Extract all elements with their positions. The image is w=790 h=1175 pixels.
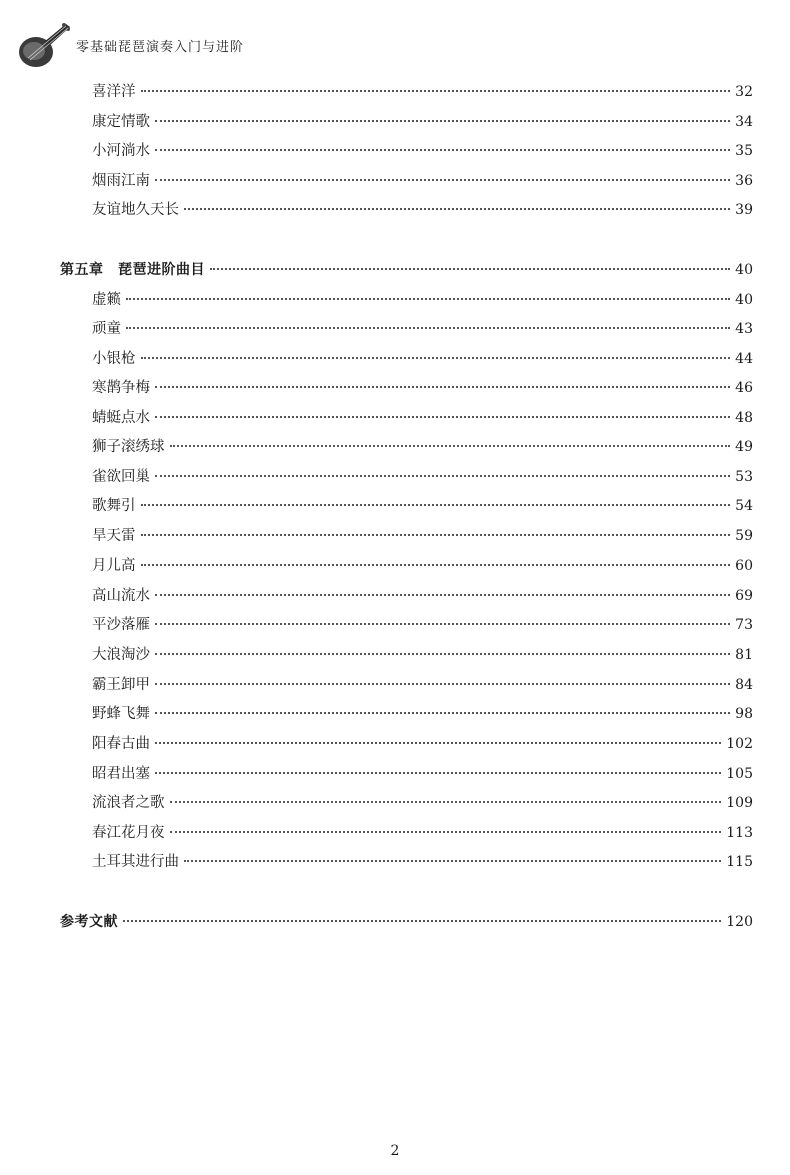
page-number: 2 <box>390 1143 400 1159</box>
dot-leader <box>155 683 730 685</box>
dot-leader <box>155 386 730 388</box>
dot-leader <box>155 712 730 714</box>
dot-leader <box>141 504 731 506</box>
toc-page-number: 40 <box>735 262 753 278</box>
dot-leader <box>155 179 730 181</box>
toc-title: 歌舞引 <box>92 498 136 514</box>
toc-entry-row[interactable] <box>92 319 753 339</box>
toc-entry-row[interactable] <box>92 852 753 872</box>
book-title: 零基础琵琶演奏入门与进阶 <box>76 40 245 55</box>
toc-page-number: 49 <box>735 439 753 455</box>
dot-leader <box>170 801 722 803</box>
toc-entry-row[interactable] <box>92 793 753 813</box>
dot-leader <box>155 653 730 655</box>
running-header <box>14 18 414 70</box>
dot-leader <box>155 772 721 774</box>
dot-leader <box>155 149 730 151</box>
toc-entry-row[interactable] <box>92 437 753 457</box>
dot-leader <box>126 298 730 300</box>
dot-leader <box>155 416 730 418</box>
toc-entry-row[interactable] <box>92 704 753 724</box>
dot-leader <box>141 357 731 359</box>
dot-leader <box>184 860 721 862</box>
toc-title: 野蜂飞舞 <box>92 706 150 722</box>
toc-page-number: 39 <box>735 202 753 218</box>
toc-page-number: 81 <box>735 647 753 663</box>
dot-leader <box>184 208 730 210</box>
toc-title: 霸王卸甲 <box>92 677 150 693</box>
toc-page-number: 113 <box>726 825 753 841</box>
toc-title: 流浪者之歌 <box>92 795 165 811</box>
toc-page-number: 59 <box>735 528 753 544</box>
toc-entry-row[interactable] <box>92 290 753 310</box>
toc-title: 参考文献 <box>60 914 118 930</box>
toc-entry-row[interactable] <box>92 526 753 546</box>
toc-page-number: 120 <box>726 914 753 930</box>
toc-page-number: 60 <box>735 558 753 574</box>
toc-page-number: 73 <box>735 617 753 633</box>
toc-page-number: 54 <box>735 498 753 514</box>
toc-entry-row[interactable] <box>92 645 753 665</box>
toc-title: 大浪淘沙 <box>92 647 150 663</box>
toc-page-number: 98 <box>735 706 753 722</box>
toc-chapter-row[interactable] <box>60 260 753 280</box>
toc-title: 第五章 琵琶进阶曲目 <box>60 262 205 278</box>
toc-page-number: 115 <box>726 854 753 870</box>
toc-entry-row[interactable] <box>92 82 753 102</box>
toc-entry-row[interactable] <box>92 200 753 220</box>
toc-title: 狮子滚绣球 <box>92 439 165 455</box>
toc-page-number: 69 <box>735 588 753 604</box>
toc-title: 高山流水 <box>92 588 150 604</box>
pipa-icon <box>14 18 74 72</box>
toc-entry-row[interactable] <box>92 171 753 191</box>
dot-leader <box>155 594 730 596</box>
toc-entry-row[interactable] <box>92 496 753 516</box>
dot-leader <box>155 475 730 477</box>
toc-title: 平沙落雁 <box>92 617 150 633</box>
toc-entry-row[interactable] <box>92 378 753 398</box>
toc-page-number: 53 <box>735 469 753 485</box>
dot-leader <box>141 534 731 536</box>
toc-page-number: 84 <box>735 677 753 693</box>
toc-page-number: 109 <box>726 795 753 811</box>
toc-title: 春江花月夜 <box>92 825 165 841</box>
toc-title: 小银枪 <box>92 351 136 367</box>
dot-leader <box>155 742 721 744</box>
toc-title: 寒鹊争梅 <box>92 380 150 396</box>
toc-title: 友谊地久天长 <box>92 202 179 218</box>
toc-entry-row[interactable] <box>92 615 753 635</box>
toc-entry-row[interactable] <box>92 141 753 161</box>
toc-page-number: 43 <box>735 321 753 337</box>
toc-page-number: 44 <box>735 351 753 367</box>
toc-page-number: 34 <box>735 114 753 130</box>
toc-entry-row[interactable] <box>92 586 753 606</box>
toc-page-number: 36 <box>735 173 753 189</box>
dot-leader <box>126 327 730 329</box>
toc-title: 烟雨江南 <box>92 173 150 189</box>
toc-page-number: 48 <box>735 410 753 426</box>
toc-title: 阳春古曲 <box>92 736 150 752</box>
toc-title: 旱天雷 <box>92 528 136 544</box>
toc-title: 小河淌水 <box>92 143 150 159</box>
dot-leader <box>170 831 722 833</box>
toc-title: 康定情歌 <box>92 114 150 130</box>
toc-title: 蜻蜓点水 <box>92 410 150 426</box>
toc-page-number: 40 <box>735 292 753 308</box>
toc-title: 虚籁 <box>92 292 121 308</box>
toc-page-number: 46 <box>735 380 753 396</box>
toc-page-number: 32 <box>735 84 753 100</box>
toc-title: 月儿高 <box>92 558 136 574</box>
toc-title: 雀欲回巢 <box>92 469 150 485</box>
toc-entry-row[interactable] <box>92 675 753 695</box>
toc-entry-row[interactable] <box>92 467 753 487</box>
dot-leader <box>123 920 721 922</box>
toc-page-number: 35 <box>735 143 753 159</box>
dot-leader <box>141 90 731 92</box>
toc-entry-row[interactable] <box>92 112 753 132</box>
dot-leader <box>155 623 730 625</box>
toc-entry-row[interactable] <box>92 823 753 843</box>
dot-leader <box>141 564 731 566</box>
toc-title: 土耳其进行曲 <box>92 854 179 870</box>
dot-leader <box>155 120 730 122</box>
toc-title: 顽童 <box>92 321 121 337</box>
toc-page-number: 102 <box>726 736 753 752</box>
toc-entry-row[interactable] <box>92 764 753 784</box>
toc-chapter-row[interactable] <box>60 912 753 932</box>
toc-entry-row[interactable] <box>92 556 753 576</box>
toc-page-number: 105 <box>726 766 753 782</box>
dot-leader <box>170 445 731 447</box>
toc-title: 喜洋洋 <box>92 84 136 100</box>
toc-entry-row[interactable] <box>92 734 753 754</box>
toc-title: 昭君出塞 <box>92 766 150 782</box>
toc-entry-row[interactable] <box>92 408 753 428</box>
dot-leader <box>210 268 730 270</box>
toc-entry-row[interactable] <box>92 349 753 369</box>
